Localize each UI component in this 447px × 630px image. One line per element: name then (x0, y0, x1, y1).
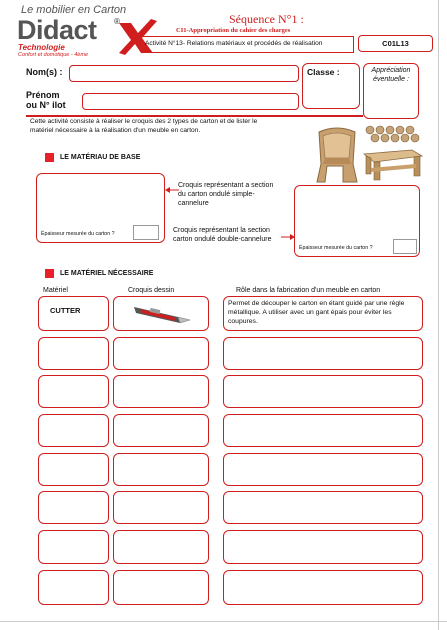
activity-box (141, 36, 354, 53)
separator-line (26, 115, 363, 117)
materiel-cell[interactable] (38, 453, 109, 486)
thickness-label-right: Épaisseur mesurée du carton ? (299, 245, 373, 251)
croquis-cell-1[interactable] (113, 296, 209, 331)
materiel-cell[interactable] (38, 491, 109, 524)
brand-reg: ® (114, 17, 120, 26)
materiel-cell[interactable] (38, 414, 109, 447)
brand-logo (17, 17, 157, 61)
role-cell[interactable] (223, 414, 423, 447)
cardboard-table-image (362, 124, 424, 182)
intro-text: Cette activité consiste à réaliser le croquis des 2 types de carton et de lister le matériel nécessaire à la réalisation d'un meuble en carton. (30, 118, 258, 134)
materiel-cell[interactable] (38, 570, 109, 605)
sketch-box-double[interactable] (294, 185, 420, 257)
role-cell[interactable] (223, 570, 423, 605)
ilot-label: ou N° ilot (26, 100, 66, 110)
role-cell[interactable] (223, 375, 423, 408)
col-croquis: Croquis dessin (128, 287, 175, 294)
section1-title: LE MATÉRIAU DE BASE (60, 154, 141, 161)
cardboard-chair-image (313, 124, 361, 184)
col-materiel: Matériel (43, 287, 68, 294)
arrow-left-icon (165, 186, 179, 194)
nom-field[interactable] (69, 65, 299, 82)
code-box (358, 35, 433, 52)
section2-title: LE MATÉRIEL NÉCESSAIRE (60, 270, 154, 277)
series-title: Le mobilier en Carton (21, 4, 127, 16)
role-cell[interactable] (223, 491, 423, 524)
classe-label: Classe : (307, 67, 340, 77)
arrow-right-icon (281, 233, 295, 241)
page-edge-bottom (0, 621, 447, 622)
role-cutter: Permet de découper le carton en étant guidé par une règle métallique. A utiliser avec un gant épais pour éviter les coupures. (228, 300, 405, 325)
thickness-input-left[interactable] (133, 225, 159, 240)
croquis-cell[interactable] (113, 337, 209, 370)
page-edge-right (438, 0, 439, 630)
sequence-title: Séquence N°1 : (229, 12, 304, 26)
prenom-field[interactable] (82, 93, 299, 110)
materiel-cell[interactable] (38, 530, 109, 564)
section1-square (45, 153, 54, 162)
materiel-cell-1[interactable] (38, 296, 109, 331)
role-cell[interactable] (223, 530, 423, 564)
croquis-cell[interactable] (113, 491, 209, 524)
activity-label: Activité N°13- Relations matériaux et procédés de réalisation (145, 40, 323, 47)
classe-field[interactable] (302, 63, 360, 109)
role-cell-1[interactable] (223, 296, 423, 331)
prenom-label: Prénom (26, 90, 60, 100)
croquis-cell[interactable] (113, 453, 209, 486)
appreciation-field[interactable] (363, 63, 419, 119)
sequence-subtitle: CI1-Appropriation du cahier des charges (176, 27, 291, 34)
thickness-label-left: Épaisseur mesurée du carton ? (41, 231, 115, 237)
brand-sub1: Technologie (18, 43, 65, 52)
col-role: Rôle dans la fabrication d'un meuble en carton (236, 287, 381, 294)
role-cell[interactable] (223, 337, 423, 370)
croquis-cell[interactable] (113, 414, 209, 447)
materiel-cutter: CUTTER (50, 306, 81, 315)
caption-double: Croquis représentant la section carton ondulé double-cannelure (173, 227, 272, 243)
nom-label: Nom(s) : (26, 67, 63, 77)
code: C01L13 (382, 39, 409, 48)
appreciation-label: Appréciation éventuelle : (371, 67, 411, 83)
cutter-image (130, 303, 192, 325)
brand-name: Didact (17, 15, 97, 45)
thickness-input-right[interactable] (393, 239, 417, 254)
croquis-cell[interactable] (113, 570, 209, 605)
brand-sub2: Confort et domotique - 4ème (18, 52, 89, 58)
role-cell[interactable] (223, 453, 423, 486)
croquis-cell[interactable] (113, 530, 209, 564)
section2-square (45, 269, 54, 278)
materiel-cell[interactable] (38, 337, 109, 370)
croquis-cell[interactable] (113, 375, 209, 408)
sketch-box-simple[interactable] (36, 173, 165, 243)
caption-simple: Croquis représentant a section du carton ondulé simple-cannelure (178, 182, 274, 207)
materiel-cell[interactable] (38, 375, 109, 408)
